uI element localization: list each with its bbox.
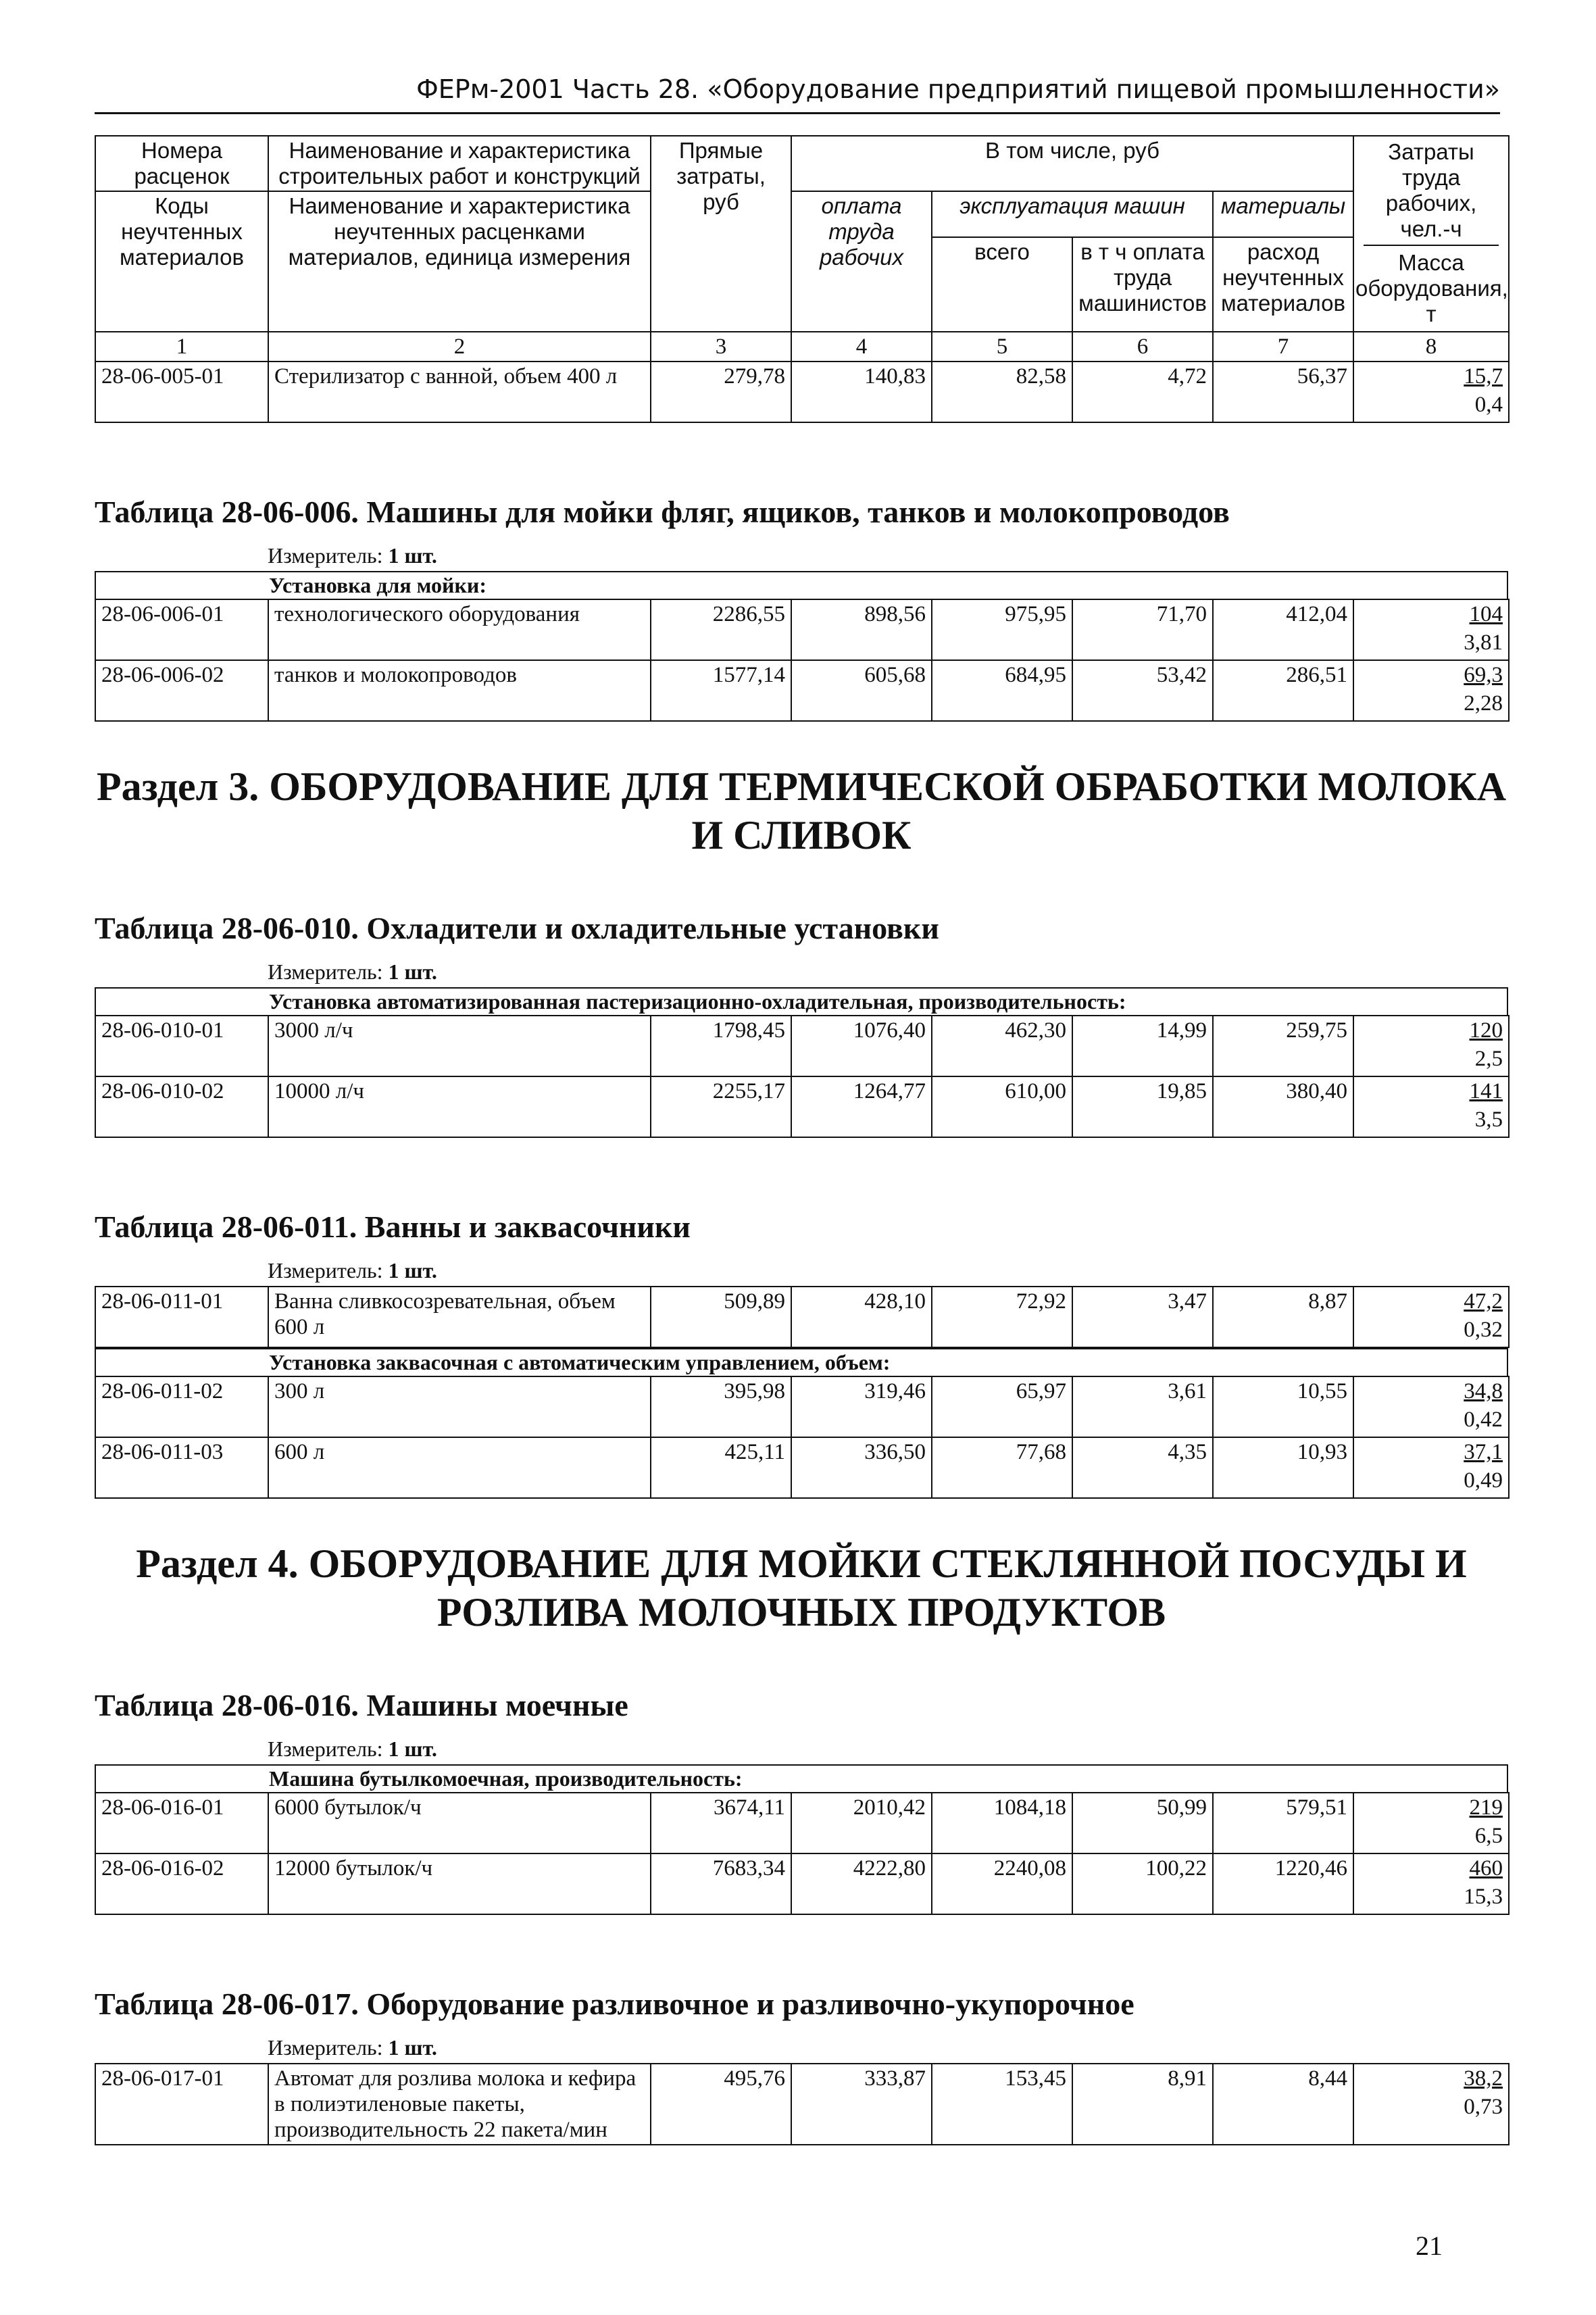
rate-code: 28-06-011-01: [95, 1287, 268, 1347]
operator-pay: 100,22: [1072, 1853, 1213, 1914]
labor-hours: 15,7: [1464, 364, 1503, 389]
equipment-mass: 0,42: [1464, 1408, 1503, 1432]
labor-hours: 37,1: [1464, 1440, 1503, 1464]
rate-code: 28-06-010-02: [95, 1076, 268, 1137]
rate-code: 28-06-006-01: [95, 599, 268, 660]
rate-name: технологического оборудования: [268, 599, 651, 660]
measure-value: 1 шт.: [388, 960, 437, 984]
worker-pay: 319,46: [791, 1376, 932, 1437]
measure-label: Измеритель:: [268, 1737, 383, 1761]
measure-value: 1 шт.: [388, 1258, 437, 1283]
material-costs: 412,04: [1213, 599, 1353, 660]
header-labor-mass: [1353, 136, 1509, 332]
table-row: [95, 362, 1509, 422]
running-header: ФЕРм-2001 Часть 28. «Оборудование предприятий пищевой промышленности»: [416, 74, 1500, 104]
measure-value: 1 шт.: [388, 1737, 437, 1761]
header-labor-hours: Затраты труда рабочих, чел.-ч: [1364, 136, 1499, 246]
rate-name: 600 л: [268, 1437, 651, 1498]
rate-name: Автомат для розлива молока и кефира в полиэтиленовые пакеты, производительность 22 пакета/мин: [268, 2064, 651, 2145]
material-costs: 10,93: [1213, 1437, 1353, 1498]
equipment-mass: 0,4: [1474, 393, 1503, 417]
measure: [95, 954, 1508, 987]
table-title: Таблица 28-06-017. Оборудование разливочное и разливочно-укупорочное: [95, 1987, 1134, 2021]
group-header: Машина бутылкомоечная, производительность:: [95, 1764, 1508, 1792]
labor-hours: 47,2: [1464, 1289, 1503, 1314]
rates-table-header: [95, 135, 1510, 423]
operator-pay: 14,99: [1072, 1016, 1213, 1076]
worker-pay: 898,56: [791, 599, 932, 660]
direct-costs: 3674,11: [651, 1793, 791, 1853]
machines-total: 153,45: [932, 2064, 1072, 2145]
measure-label: Измеритель:: [268, 2035, 383, 2060]
rate-name: 3000 л/ч: [268, 1016, 651, 1076]
direct-costs: 425,11: [651, 1437, 791, 1498]
rate-name: Стерилизатор с ванной, объем 400 л: [268, 362, 651, 422]
header-materials: материалы: [1213, 191, 1353, 237]
header-in-that: В том числе, руб: [791, 136, 1353, 191]
machines-total: 65,97: [932, 1376, 1072, 1437]
header-machines: эксплуатация машин: [932, 191, 1213, 237]
labor-and-mass: [1353, 2064, 1509, 2145]
labor-hours: 38,2: [1464, 2066, 1503, 2091]
direct-costs: 509,89: [651, 1287, 791, 1347]
worker-pay: 4222,80: [791, 1853, 932, 1914]
rate-name: 300 л: [268, 1376, 651, 1437]
header-material-name: Наименование и характеристика неучтенных расценками материалов, единица измерения: [268, 191, 651, 332]
labor-hours: 219: [1469, 1795, 1503, 1820]
labor-and-mass: [1353, 1016, 1509, 1076]
material-costs: 1220,46: [1213, 1853, 1353, 1914]
table-row: [95, 1287, 1509, 1347]
measure: [95, 538, 1508, 571]
labor-and-mass: [1353, 1793, 1509, 1853]
operator-pay: 50,99: [1072, 1793, 1213, 1853]
equipment-mass: 15,3: [1464, 1885, 1503, 1909]
operator-pay: 8,91: [1072, 2064, 1213, 2145]
operator-pay: 71,70: [1072, 599, 1213, 660]
rate-code: 28-06-005-01: [95, 362, 268, 422]
equipment-mass: 6,5: [1474, 1824, 1503, 1848]
table-row: [95, 1793, 1509, 1853]
material-costs: 579,51: [1213, 1793, 1353, 1853]
labor-hours: 104: [1469, 602, 1503, 626]
column-number: 6: [1072, 332, 1213, 362]
rate-code: 28-06-011-03: [95, 1437, 268, 1498]
direct-costs: 2255,17: [651, 1076, 791, 1137]
column-number: 7: [1213, 332, 1353, 362]
material-costs: 8,44: [1213, 2064, 1353, 2145]
equipment-mass: 2,5: [1474, 1047, 1503, 1071]
operator-pay: 4,35: [1072, 1437, 1213, 1498]
labor-and-mass: [1353, 1287, 1509, 1347]
labor-and-mass: [1353, 362, 1509, 422]
machines-total: 610,00: [932, 1076, 1072, 1137]
rate-code: 28-06-010-01: [95, 1016, 268, 1076]
labor-and-mass: [1353, 1437, 1509, 1498]
operator-pay: 19,85: [1072, 1076, 1213, 1137]
measure-label: Измеритель:: [268, 543, 383, 568]
header-rate-numbers: Номера расценок: [95, 136, 268, 191]
table-row: [95, 1437, 1509, 1498]
worker-pay: 1076,40: [791, 1016, 932, 1076]
column-number: 8: [1353, 332, 1509, 362]
machines-total: 72,92: [932, 1287, 1072, 1347]
worker-pay: 605,68: [791, 660, 932, 721]
rates-table: [95, 1376, 1510, 1499]
worker-pay: 2010,42: [791, 1793, 932, 1853]
header-work-name: Наименование и характеристика строительных работ и конструкций: [268, 136, 651, 191]
worker-pay: 333,87: [791, 2064, 932, 2145]
header-operator-pay: в т ч оплата труда машинистов: [1072, 237, 1213, 332]
column-number: 1: [95, 332, 268, 362]
worker-pay: 140,83: [791, 362, 932, 422]
group-header: Установка автоматизированная пастеризационно-охладительная, производительность:: [95, 987, 1508, 1015]
header-worker-pay: оплата труда рабочих: [791, 191, 932, 332]
table-row: [95, 660, 1509, 721]
operator-pay: 4,72: [1072, 362, 1213, 422]
equipment-mass: 3,5: [1474, 1107, 1503, 1132]
equipment-mass: 2,28: [1464, 691, 1503, 716]
table-title: Таблица 28-06-016. Машины моечные: [95, 1688, 628, 1722]
measure-value: 1 шт.: [388, 2035, 437, 2060]
column-number: 5: [932, 332, 1072, 362]
machines-total: 2240,08: [932, 1853, 1072, 1914]
rate-code: 28-06-006-02: [95, 660, 268, 721]
document-body: [95, 135, 1508, 2145]
table-row: [95, 1853, 1509, 1914]
table-title: Таблица 28-06-011. Ванны и заквасочники: [95, 1210, 691, 1244]
operator-pay: 3,47: [1072, 1287, 1213, 1347]
labor-hours: 120: [1469, 1018, 1503, 1043]
part-title: Раздел 3. ОБОРУДОВАНИЕ ДЛЯ ТЕРМИЧЕСКОЙ ОБРАБОТКИ МОЛОКА И СЛИВОК: [96, 764, 1507, 857]
worker-pay: 336,50: [791, 1437, 932, 1498]
table-row: [95, 1076, 1509, 1137]
rates-table: [95, 599, 1510, 722]
column-number: 3: [651, 332, 791, 362]
equipment-mass: 0,49: [1464, 1468, 1503, 1493]
header-material-use: расход неучтенных материалов: [1213, 237, 1353, 332]
table-row: [95, 599, 1509, 660]
header-machines-total: всего: [932, 237, 1072, 332]
header-direct-costs: Прямые затраты, руб: [651, 136, 791, 332]
labor-hours: 460: [1469, 1856, 1503, 1881]
rate-name: Ванна сливкосозревательная, объем 600 л: [268, 1287, 651, 1347]
direct-costs: 1798,45: [651, 1016, 791, 1076]
part-title: Раздел 4. ОБОРУДОВАНИЕ ДЛЯ МОЙКИ СТЕКЛЯННОЙ ПОСУДЫ И РОЗЛИВА МОЛОЧНЫХ ПРОДУКТОВ: [136, 1541, 1467, 1635]
labor-and-mass: [1353, 1076, 1509, 1137]
rate-name: 12000 бутылок/ч: [268, 1853, 651, 1914]
machines-total: 82,58: [932, 362, 1072, 422]
equipment-mass: 3,81: [1464, 630, 1503, 655]
equipment-mass: 0,32: [1464, 1318, 1503, 1342]
machines-total: 1084,18: [932, 1793, 1072, 1853]
rate-code: 28-06-016-01: [95, 1793, 268, 1853]
table-row: [95, 2064, 1509, 2145]
header-material-codes: Коды неучтенных материалов: [95, 191, 268, 332]
table-row: [95, 1016, 1509, 1076]
measure-label: Измеритель:: [268, 960, 383, 984]
rate-name: 10000 л/ч: [268, 1076, 651, 1137]
sections-container: [95, 423, 1508, 2145]
rate-name: 6000 бутылок/ч: [268, 1793, 651, 1853]
header-equipment-mass: Масса оборудования, т: [1355, 250, 1508, 326]
column-number: 4: [791, 332, 932, 362]
operator-pay: 3,61: [1072, 1376, 1213, 1437]
group-header: Установка заквасочная с автоматическим управлением, объем:: [95, 1348, 1508, 1376]
labor-and-mass: [1353, 1853, 1509, 1914]
rates-table: [95, 1015, 1510, 1138]
rate-code: 28-06-011-02: [95, 1376, 268, 1437]
labor-and-mass: [1353, 660, 1509, 721]
labor-hours: 141: [1469, 1079, 1503, 1103]
measure: [95, 2030, 1508, 2063]
worker-pay: 428,10: [791, 1287, 932, 1347]
worker-pay: 1264,77: [791, 1076, 932, 1137]
column-numbers-row: [95, 332, 1509, 362]
material-costs: 8,87: [1213, 1287, 1353, 1347]
measure: [95, 1731, 1508, 1764]
measure: [95, 1253, 1508, 1286]
machines-total: 77,68: [932, 1437, 1072, 1498]
machines-total: 462,30: [932, 1016, 1072, 1076]
direct-costs: 7683,34: [651, 1853, 791, 1914]
rates-table: [95, 1286, 1510, 1348]
direct-costs: 279,78: [651, 362, 791, 422]
machines-total: 684,95: [932, 660, 1072, 721]
machines-total: 975,95: [932, 599, 1072, 660]
header-rule: [95, 112, 1500, 114]
measure-value: 1 шт.: [388, 543, 437, 568]
material-costs: 10,55: [1213, 1376, 1353, 1437]
material-costs: 286,51: [1213, 660, 1353, 721]
direct-costs: 1577,14: [651, 660, 791, 721]
labor-hours: 34,8: [1464, 1379, 1503, 1403]
rate-code: 28-06-017-01: [95, 2064, 268, 2145]
rate-name: танков и молокопроводов: [268, 660, 651, 721]
labor-and-mass: [1353, 1376, 1509, 1437]
page-number: 21: [1416, 2231, 1443, 2261]
material-costs: 56,37: [1213, 362, 1353, 422]
rates-table: [95, 2063, 1510, 2145]
direct-costs: 2286,55: [651, 599, 791, 660]
rate-code: 28-06-016-02: [95, 1853, 268, 1914]
table-title: Таблица 28-06-010. Охладители и охладительные установки: [95, 911, 939, 945]
operator-pay: 53,42: [1072, 660, 1213, 721]
table-title: Таблица 28-06-006. Машины для мойки фляг, ящиков, танков и молокопроводов: [95, 495, 1230, 529]
labor-hours: 69,3: [1464, 663, 1503, 687]
labor-and-mass: [1353, 599, 1509, 660]
rates-table: [95, 1792, 1510, 1915]
equipment-mass: 0,73: [1464, 2095, 1503, 2119]
column-number: 2: [268, 332, 651, 362]
material-costs: 380,40: [1213, 1076, 1353, 1137]
table-row: [95, 1376, 1509, 1437]
direct-costs: 495,76: [651, 2064, 791, 2145]
group-header: Установка для мойки:: [95, 571, 1508, 599]
measure-label: Измеритель:: [268, 1258, 383, 1283]
material-costs: 259,75: [1213, 1016, 1353, 1076]
direct-costs: 395,98: [651, 1376, 791, 1437]
